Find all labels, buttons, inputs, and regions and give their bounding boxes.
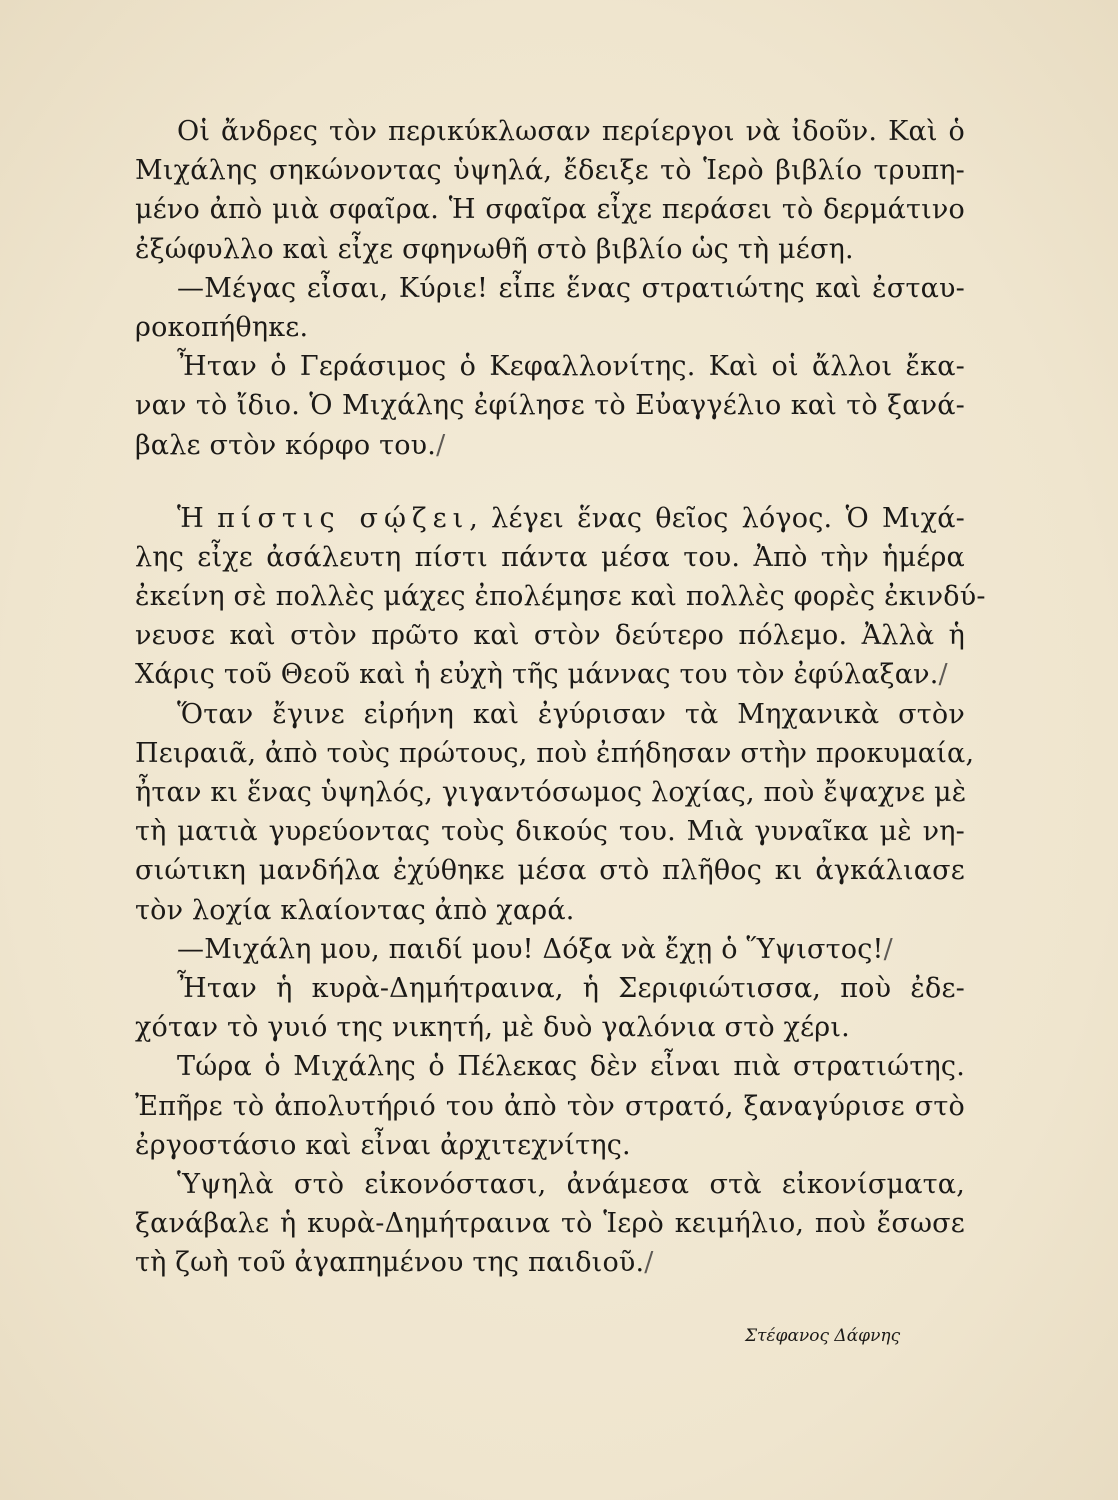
text-line-content: λης εἶχε ἀσάλευτη πίστι πάντα μέσα του. Ἀπὸ τὴν ἡμέρα (135, 541, 965, 573)
text-line-content: Τώρα ὁ Μιχάλης ὁ Πέλεκας δὲν εἶναι πιὰ στρατιώτης. (177, 1051, 965, 1083)
text-line (135, 538, 965, 577)
text-line-content: —Μέγας εἶσαι, Κύριε! εἶπε ἕνας στρατιώτης καὶ ἐσταυ- (177, 272, 965, 304)
text-line-content: Ἐπῆρε τὸ ἀπολυτήριό του ἀπὸ τὸν στρατό, ξαναγύρισε στὸ (135, 1090, 965, 1122)
text-line (135, 151, 965, 190)
text-line-content: ναν τὸ ἴδιο. Ὁ Μιχάλης ἐφίλησε τὸ Εὐαγγέλιο καὶ τὸ ξανά- (135, 390, 965, 422)
paragraph (135, 1047, 965, 1165)
text-line-content: Πειραιᾶ, ἀπὸ τοὺς πρώτους, ποὺ ἐπήδησαν στὴν προκυμαία, (135, 737, 975, 769)
text-line (135, 773, 965, 812)
editor-slash-mark: / (644, 1247, 654, 1279)
text-line (135, 812, 965, 851)
text-line (135, 190, 965, 229)
text-line-content: τὴ ζωὴ τοῦ ἀγαπημένου της παιδιοῦ. (135, 1247, 645, 1279)
text-line (135, 426, 965, 465)
text-line (135, 1047, 965, 1086)
text-line (135, 930, 965, 969)
text-line (135, 230, 965, 269)
text-line (135, 308, 965, 347)
paragraph (135, 969, 965, 1047)
text-line (135, 655, 965, 694)
text-line-content: βαλε στὸν κόρφο του. (135, 429, 437, 461)
section-break (135, 465, 965, 499)
text-line (135, 1204, 965, 1243)
text-line (135, 1243, 965, 1282)
text-line-content: ἐκείνη σὲ πολλὲς μάχες ἐπολέμησε καὶ πολλὲς φορὲς ἐκινδύ- (135, 581, 986, 613)
text-line (135, 734, 975, 773)
text-line (135, 851, 965, 890)
text-line-content: Ἦταν ὁ Γεράσιμος ὁ Κεφαλλονίτης. Καὶ οἱ ἄλλοι ἔκα- (177, 351, 965, 383)
text-line (135, 695, 965, 734)
paragraph (135, 695, 975, 930)
paragraph (135, 347, 965, 465)
editor-slash-mark: / (436, 429, 446, 461)
author-signature: Στέφανος Δάφνης (745, 1326, 901, 1346)
editor-slash-mark: / (938, 659, 948, 691)
text-line-content: μένο ἀπὸ μιὰ σφαῖρα. Ἡ σφαῖρα εἶχε περάσει τὸ δερμάτινο (135, 194, 965, 226)
text-line (135, 386, 965, 425)
text-line-content: τὸν λοχία κλαίοντας ἀπὸ χαρά. (135, 894, 575, 926)
text-line-content: ξανάβαλε ἡ κυρὰ-Δημήτραινα τὸ Ἱερὸ κειμήλιο, ποὺ ἔσωσε (135, 1208, 965, 1240)
text-line (135, 1087, 965, 1126)
text-line-content: Χάρις τοῦ Θεοῦ καὶ ἡ εὐχὴ τῆς μάννας του τὸν ἐφύλαξαν. (135, 659, 939, 691)
text-line-content: ἦταν κι ἕνας ὑψηλός, γιγαντόσωμος λοχίας, ποὺ ἔψαχνε μὲ (135, 777, 967, 808)
text-line-content: Ὑψηλὰ στὸ εἰκονόστασι, ἀνάμεσα στὰ εἰκονίσματα, (177, 1168, 965, 1200)
text-line-content: Οἱ ἄνδρες τὸν περικύκλωσαν περίεργοι νὰ ἰδοῦν. Καὶ ὁ (177, 116, 965, 147)
text-line-content: ἐξώφυλλο καὶ εἶχε σφηνωθῆ στὸ βιβλίο ὡς τὴ μέση. (135, 233, 854, 265)
text-line (135, 499, 965, 538)
text-line (135, 891, 965, 930)
text-line (135, 269, 965, 308)
text-line-content: ροκοπήθηκε. (135, 311, 309, 343)
text-line-content: ἐργοστάσιο καὶ εἶναι ἀρχιτεχνίτης. (135, 1129, 631, 1161)
text-line (135, 1165, 965, 1204)
text-line-lead: Ἡ (177, 502, 218, 534)
paragraph (135, 930, 965, 969)
paragraph (135, 269, 965, 347)
paragraph (135, 499, 986, 695)
text-line-content: σιώτικη μανδήλα ἐχύθηκε μέσα στὸ πλῆθος κι ἀγκάλιασε (135, 855, 965, 887)
text-line-tail: , λέγει ἕνας θεῖος λόγος. Ὁ Μιχά- (469, 502, 965, 534)
text-line-content: Ὅταν ἔγινε εἰρήνη καὶ ἐγύρισαν τὰ Μηχανικὰ στὸν (177, 698, 965, 730)
text-line (135, 1008, 965, 1047)
text-line-content: νευσε καὶ στὸν πρῶτο καὶ στὸν δεύτερο πόλεμο. Ἀλλὰ ἡ (135, 620, 965, 652)
article-body (135, 112, 986, 1282)
text-line-content: —Μιχάλη μου, παιδί μου! Δόξα νὰ ἔχῃ ὁ Ὕψιστος! (177, 933, 884, 965)
text-line-content: χόταν τὸ γυιό της νικητή, μὲ δυὸ γαλόνια στὸ χέρι. (135, 1012, 850, 1044)
text-line (135, 577, 986, 616)
text-line (135, 1126, 965, 1165)
text-line-content: τὴ ματιὰ γυρεύοντας τοὺς δικούς του. Μιὰ γυναῖκα μὲ νη- (135, 816, 965, 848)
text-line (135, 347, 965, 386)
paragraph (135, 112, 965, 269)
text-line (135, 969, 965, 1008)
editor-slash-mark: / (883, 933, 893, 965)
text-line-content: Ἦταν ἡ κυρὰ-Δημήτραινα, ἡ Σεριφιώτισσα, ποὺ ἐδε- (177, 972, 965, 1004)
emphasized-quote: πίστις σῴζει (217, 502, 470, 534)
paragraph (135, 1165, 965, 1283)
text-line-content: Μιχάλης σηκώνοντας ὑψηλά, ἔδειξε τὸ Ἱερὸ βιβλίο τρυπη- (135, 155, 965, 187)
text-line (135, 616, 965, 655)
text-line (135, 112, 965, 151)
